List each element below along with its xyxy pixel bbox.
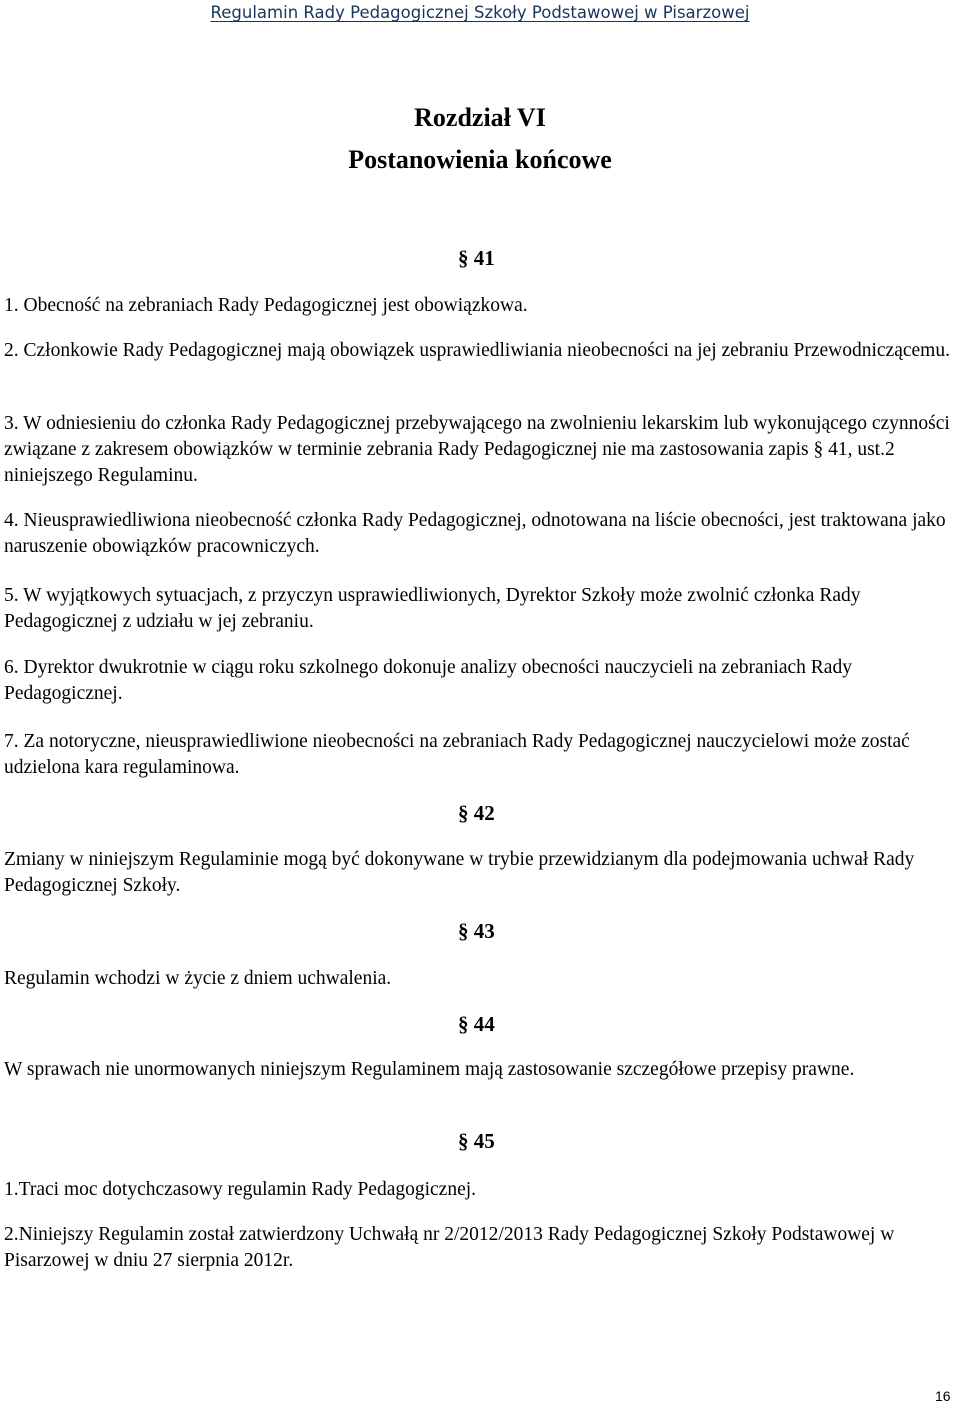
section-44-text: W sprawach nie unormowanych niniejszym Regulaminem mają zastosowanie szczegółowe przepisy prawne. bbox=[4, 1059, 855, 1080]
section-41-item-2: 2. Członkowie Rady Pedagogicznej mają obowiązek usprawiedliwiania nieobecności na jej zebraniu Przewodniczącemu. bbox=[4, 340, 950, 361]
section-41-item-5: 5. W wyjątkowych sytuacjach, z przyczyn usprawiedliwionych, Dyrektor Szkoły może zwolnić członka Rady Pedagogicznej z udziału w jej zebraniu. bbox=[4, 585, 861, 632]
section-41-item-6: 6. Dyrektor dwukrotnie w ciągu roku szkolnego dokonuje analizy obecności nauczycieli na zebraniach Rady Pedagogicznej. bbox=[4, 657, 852, 704]
section-41-heading: § 41 bbox=[458, 246, 495, 270]
chapter-number: Rozdział VI bbox=[414, 103, 546, 132]
chapter-title: Postanowienia końcowe bbox=[348, 145, 612, 174]
section-44-heading: § 44 bbox=[458, 1012, 495, 1036]
page-number: 16 bbox=[935, 1388, 951, 1404]
section-41-item-3: 3. W odniesieniu do członka Rady Pedagogicznej przebywającego na zwolnieniu lekarskim lub wykonującego czynności związane z zakresem obowiązków w terminie zebrania Rady Pedagogicznej nie ma zastosowania zapis § 41, ust.2 niniejszego Regulaminu. bbox=[4, 413, 950, 486]
section-43-text: Regulamin wchodzi w życie z dniem uchwalenia. bbox=[4, 968, 392, 989]
section-42-text: Zmiany w niniejszym Regulaminie mogą być dokonywane w trybie przewidzianym dla podejmowania uchwał Rady Pedagogicznej Szkoły. bbox=[4, 849, 915, 896]
section-41-item-4: 4. Nieusprawiedliwiona nieobecność członka Rady Pedagogicznej, odnotowana na liście obecności, jest traktowana jako naruszenie obowiązków pracowniczych. bbox=[4, 510, 946, 557]
section-45-item-2: 2.Niniejszy Regulamin został zatwierdzony Uchwałą nr 2/2012/2013 Rady Pedagogicznej Szkoły Podstawowej w Pisarzowej w dniu 27 sierpnia 2012r. bbox=[4, 1224, 895, 1271]
running-header bbox=[0, 0, 960, 23]
section-45-item-1: 1.Traci moc dotychczasowy regulamin Rady Pedagogicznej. bbox=[4, 1179, 477, 1200]
section-45-heading: § 45 bbox=[458, 1129, 495, 1153]
section-41-item-1: 1. Obecność na zebraniach Rady Pedagogicznej jest obowiązkowa. bbox=[4, 295, 528, 316]
section-41-item-7: 7. Za notoryczne, nieusprawiedliwione nieobecności na zebraniach Rady Pedagogicznej nauczycielowi może zostać udzielona kara regulaminowa. bbox=[4, 731, 910, 778]
running-header-text: Regulamin Rady Pedagogicznej Szkoły Podstawowej w Pisarzowej bbox=[210, 3, 750, 22]
section-42-heading: § 42 bbox=[458, 801, 495, 825]
section-43-heading: § 43 bbox=[458, 919, 495, 943]
